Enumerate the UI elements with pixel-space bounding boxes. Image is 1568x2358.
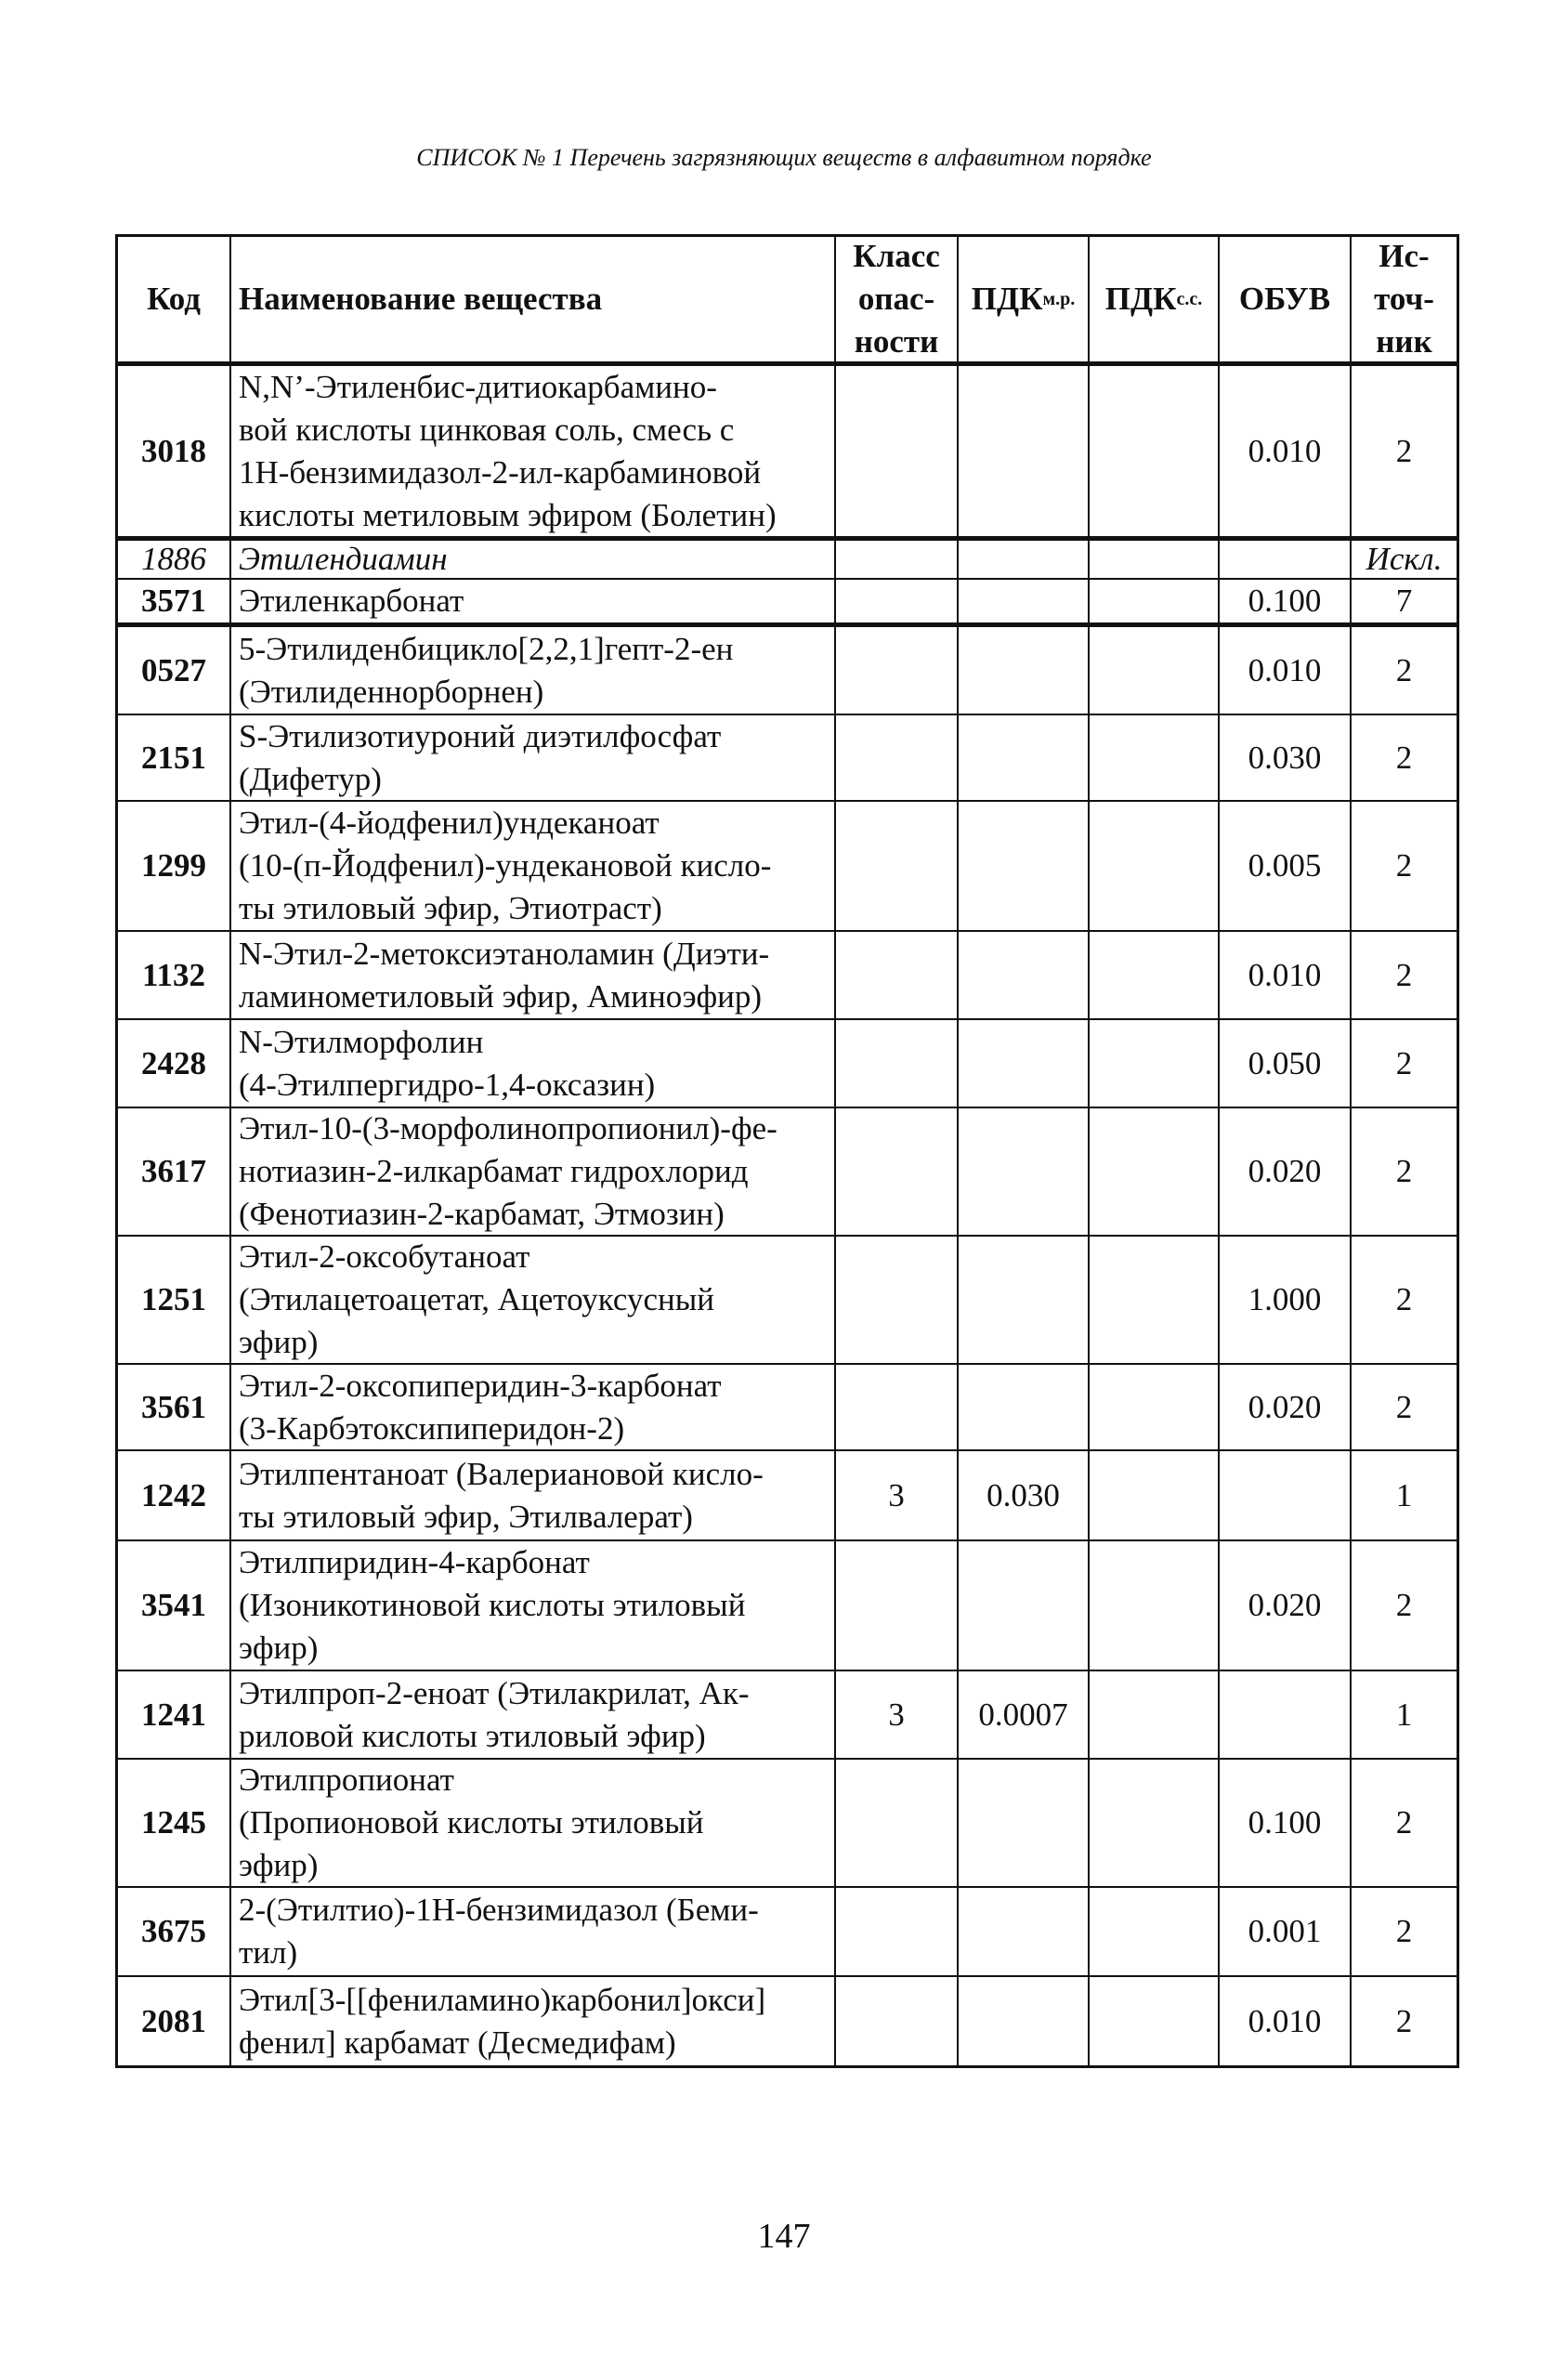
cell-code: 1242: [118, 1451, 231, 1539]
cell-pdk-ss: [1090, 627, 1220, 714]
cell-name: 2-(Этилтио)-1Н-бензимидазол (Беми- тил): [231, 1888, 836, 1975]
header-pdk-mr-label: ПДК: [971, 281, 1043, 317]
table-row: [118, 580, 1457, 627]
cell-name: 5-Этилиденбицикло[2,2,1]гепт-2-ен (Этилиденнорборнен): [231, 627, 836, 714]
page-number: 147: [757, 2217, 811, 2256]
cell-pdk-mr: [959, 1237, 1090, 1363]
cell-source: 2: [1395, 1281, 1413, 1317]
cell-pdk-ss: [1090, 1888, 1220, 1975]
cell-source: 2: [1395, 956, 1413, 993]
cell-name: Этилпропионат (Пропионовой кислоты этиловый эфир): [231, 1760, 836, 1886]
cell-name: Этил-2-оксобутаноат (Этилацетоацетат, Ацетоуксусный эфир): [231, 1237, 836, 1363]
cell-obuv: 1.000: [1220, 1237, 1352, 1363]
cell-name: S-Этилизотиуроний диэтилфосфат (Дифетур): [231, 715, 836, 800]
cell-code: 1132: [118, 932, 231, 1018]
cell-pdk-ss: [1090, 1108, 1220, 1235]
cell-name: Этил[3-[[фениламино)карбонил]окси] фенил] карбамат (Десмедифам): [231, 1977, 836, 2065]
cell-source: 2: [1395, 2002, 1413, 2039]
cell-source: 2: [1395, 651, 1413, 688]
table-row: [118, 715, 1457, 802]
table-row: [118, 1977, 1457, 2065]
cell-code: 2151: [118, 715, 231, 800]
cell-source: 1: [1395, 1696, 1413, 1733]
cell-code: 3617: [118, 1108, 231, 1235]
cell-hazard-class: 3: [836, 1671, 959, 1758]
cell-hazard-class: [836, 932, 959, 1018]
cell-hazard-class: [836, 366, 959, 536]
cell-code: 2428: [118, 1020, 231, 1107]
cell-hazard-class: [836, 1237, 959, 1363]
cell-pdk-ss: [1090, 580, 1220, 622]
cell-name: Этилпентаноат (Валериановой кисло- ты этиловый эфир, Этилвалерат): [231, 1451, 836, 1539]
header-pdk-mr-sub: м.р.: [1042, 289, 1076, 309]
table-row: [118, 802, 1457, 932]
cell-hazard-class: [836, 1020, 959, 1107]
table-row: [118, 1237, 1457, 1365]
cell-pdk-mr: 0.0007: [959, 1671, 1090, 1758]
cell-pdk-mr: [959, 1888, 1090, 1975]
cell-code: 3018: [118, 366, 231, 536]
cell-hazard-class: [836, 715, 959, 800]
cell-obuv: 0.020: [1220, 1365, 1352, 1449]
cell-hazard-class: [836, 1108, 959, 1235]
header-pdk-ss-label: ПДК: [1104, 281, 1177, 317]
substances-table: [115, 234, 1459, 2068]
cell-code: 0527: [118, 627, 231, 714]
cell-hazard-class: [836, 1888, 959, 1975]
cell-code: 3571: [118, 580, 231, 622]
cell-pdk-ss: [1090, 1760, 1220, 1886]
cell-code: 1886: [118, 541, 231, 578]
table-row: [118, 1108, 1457, 1237]
cell-hazard-class: [836, 802, 959, 930]
header-obuv: ОБУВ: [1220, 237, 1352, 361]
cell-source: 7: [1395, 583, 1413, 619]
cell-name: N-Этил-2-метоксиэтаноламин (Диэти- ламинометиловый эфир, Аминоэфир): [231, 932, 836, 1018]
cell-pdk-mr: [959, 802, 1090, 930]
header-hazard-class: Класс опас- ности: [836, 237, 959, 361]
cell-pdk-ss: [1090, 715, 1220, 800]
cell-hazard-class: [836, 1365, 959, 1449]
cell-pdk-mr: [959, 1760, 1090, 1886]
cell-obuv: 0.001: [1220, 1888, 1352, 1975]
cell-pdk-mr: [959, 1541, 1090, 1670]
cell-obuv: 0.020: [1220, 1541, 1352, 1670]
cell-name: Этиленкарбонат: [231, 580, 836, 622]
cell-pdk-mr: [959, 580, 1090, 622]
cell-source: 2: [1395, 1804, 1413, 1841]
cell-source: 2: [1395, 1913, 1413, 1949]
cell-source: 2: [1395, 1388, 1413, 1425]
cell-obuv: [1220, 1671, 1352, 1758]
cell-hazard-class: [836, 627, 959, 714]
table-row: [118, 1020, 1457, 1108]
cell-hazard-class: [836, 580, 959, 622]
cell-pdk-mr: [959, 715, 1090, 800]
header-pdk-ss-sub: с.с.: [1176, 289, 1203, 309]
table-row: [118, 627, 1457, 715]
cell-name: N-Этилморфолин (4-Этилпергидро-1,4-оксазин): [231, 1020, 836, 1107]
cell-pdk-ss: [1090, 1671, 1220, 1758]
cell-pdk-ss: [1090, 1365, 1220, 1449]
cell-pdk-ss: [1090, 366, 1220, 536]
cell-name: Этилендиамин: [231, 541, 836, 578]
table-row: [118, 1451, 1457, 1541]
cell-code: 3541: [118, 1541, 231, 1670]
cell-source: Искл.: [1365, 541, 1443, 577]
cell-code: 1251: [118, 1237, 231, 1363]
cell-source: 2: [1395, 739, 1413, 776]
table-body: [118, 366, 1457, 2065]
header-code: Код: [118, 237, 231, 361]
cell-obuv: 0.010: [1220, 1977, 1352, 2065]
cell-code: 3675: [118, 1888, 231, 1975]
table-row: [118, 1760, 1457, 1888]
cell-code: 2081: [118, 1977, 231, 2065]
cell-pdk-ss: [1090, 1541, 1220, 1670]
cell-obuv: [1220, 541, 1352, 578]
table-row: [118, 1541, 1457, 1671]
cell-obuv: 0.005: [1220, 802, 1352, 930]
cell-pdk-ss: [1090, 1237, 1220, 1363]
cell-pdk-mr: [959, 932, 1090, 1018]
cell-name: Этилпиридин-4-карбонат (Изоникотиновой кислоты этиловый эфир): [231, 1541, 836, 1670]
cell-pdk-ss: [1090, 1020, 1220, 1107]
cell-hazard-class: [836, 1760, 959, 1886]
cell-pdk-ss: [1090, 1977, 1220, 2065]
cell-obuv: 0.030: [1220, 715, 1352, 800]
cell-pdk-mr: [959, 627, 1090, 714]
cell-obuv: 0.100: [1220, 580, 1352, 622]
cell-pdk-ss: [1090, 802, 1220, 930]
cell-pdk-mr: [959, 366, 1090, 536]
cell-pdk-ss: [1090, 1451, 1220, 1539]
cell-pdk-mr: [959, 1020, 1090, 1107]
table-row: [118, 541, 1457, 580]
cell-obuv: 0.010: [1220, 627, 1352, 714]
header-pdk-ss: [1090, 237, 1220, 361]
cell-code: 1245: [118, 1760, 231, 1886]
cell-pdk-mr: [959, 1977, 1090, 2065]
cell-obuv: 0.050: [1220, 1020, 1352, 1107]
cell-name: Этил-(4-йодфенил)ундеканоат (10-(п-Йодфенил)-ундекановой кисло- ты этиловый эфир, Этиотраст): [231, 802, 836, 930]
table-row: [118, 1365, 1457, 1451]
table-row: [118, 1671, 1457, 1760]
header-pdk-mr: [959, 237, 1090, 361]
cell-source: 2: [1395, 1153, 1413, 1189]
cell-source: 2: [1395, 847, 1413, 884]
table-row: [118, 932, 1457, 1020]
cell-hazard-class: [836, 1977, 959, 2065]
cell-pdk-mr: 0.030: [959, 1451, 1090, 1539]
table-row: [118, 366, 1457, 541]
cell-hazard-class: [836, 541, 959, 578]
cell-pdk-ss: [1090, 541, 1220, 578]
cell-code: 1241: [118, 1671, 231, 1758]
cell-pdk-ss: [1090, 932, 1220, 1018]
cell-obuv: [1220, 1451, 1352, 1539]
cell-name: Этилпроп-2-еноат (Этилакрилат, Ак- риловой кислоты этиловый эфир): [231, 1671, 836, 1758]
page-heading: СПИСОК № 1 Перечень загрязняющих веществ в алфавитном порядке: [416, 144, 1152, 171]
cell-source: 2: [1395, 432, 1413, 469]
cell-pdk-mr: [959, 541, 1090, 578]
cell-obuv: 0.100: [1220, 1760, 1352, 1886]
table-row: [118, 1888, 1457, 1977]
cell-name: N,N’-Этиленбис-дитиокарбамино- вой кислоты цинковая соль, смесь с 1Н-бензимидазол-2-ил-карбаминовой кислоты метиловым эфиром (Болетин): [231, 366, 836, 536]
cell-obuv: 0.010: [1220, 932, 1352, 1018]
cell-name: Этил-10-(3-морфолинопропионил)-фе- нотиазин-2-илкарбамат гидрохлорид (Фенотиазин-2-карбамат, Этмозин): [231, 1108, 836, 1235]
cell-obuv: 0.020: [1220, 1108, 1352, 1235]
table-header-row: [118, 237, 1457, 366]
cell-code: 1299: [118, 802, 231, 930]
cell-code: 3561: [118, 1365, 231, 1449]
cell-hazard-class: [836, 1541, 959, 1670]
cell-pdk-mr: [959, 1108, 1090, 1235]
cell-source: 2: [1395, 1044, 1413, 1081]
cell-obuv: 0.010: [1220, 366, 1352, 536]
cell-source: 1: [1395, 1476, 1413, 1513]
cell-name: Этил-2-оксопиперидин-3-карбонат (3-Карбэтоксипиперидон-2): [231, 1365, 836, 1449]
cell-pdk-mr: [959, 1365, 1090, 1449]
cell-hazard-class: 3: [836, 1451, 959, 1539]
cell-source: 2: [1395, 1587, 1413, 1623]
header-source: Ис- точ- ник: [1374, 238, 1434, 360]
header-name: Наименование вещества: [231, 237, 836, 361]
